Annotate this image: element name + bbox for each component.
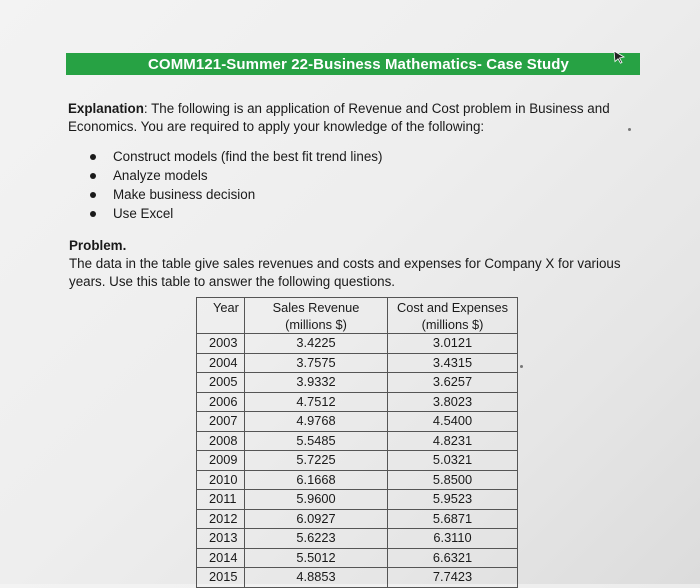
table-row xyxy=(197,490,518,510)
revenue-cost-table xyxy=(196,297,518,588)
table-header-row xyxy=(197,298,518,334)
revenue-cell: 6.0927 xyxy=(245,509,388,529)
table-row xyxy=(197,353,518,373)
table-row xyxy=(197,373,518,393)
problem-heading: Problem. xyxy=(69,238,127,253)
year-cell: 2006 xyxy=(197,392,245,412)
table-row xyxy=(197,392,518,412)
cost-cell: 5.9523 xyxy=(388,490,518,510)
revenue-cell: 5.6223 xyxy=(245,529,388,549)
year-cell: 2015 xyxy=(197,568,245,588)
year-cell: 2010 xyxy=(197,470,245,490)
table-row xyxy=(197,548,518,568)
cost-cell: 6.3110 xyxy=(388,529,518,549)
year-cell: 2005 xyxy=(197,373,245,393)
revenue-cell: 3.7575 xyxy=(245,353,388,373)
stray-mark xyxy=(520,365,523,368)
case-study-title-bar xyxy=(66,53,640,75)
revenue-cell: 5.9600 xyxy=(245,490,388,510)
table-row xyxy=(197,334,518,354)
table-row xyxy=(197,509,518,529)
bullet-text: Construct models (find the best fit trend lines) xyxy=(113,149,383,164)
revenue-cell: 4.8853 xyxy=(245,568,388,588)
table-row xyxy=(197,529,518,549)
revenue-cell: 5.5012 xyxy=(245,548,388,568)
bullet-dot-icon xyxy=(90,154,96,160)
revenue-cell: 5.5485 xyxy=(245,431,388,451)
year-cell: 2008 xyxy=(197,431,245,451)
cost-cell: 4.5400 xyxy=(388,412,518,432)
cost-cell: 3.0121 xyxy=(388,334,518,354)
revenue-cell: 5.7225 xyxy=(245,451,388,471)
explanation-label: Explanation xyxy=(68,101,144,116)
cost-cell: 7.7423 xyxy=(388,568,518,588)
revenue-cell: 4.9768 xyxy=(245,412,388,432)
table-row xyxy=(197,412,518,432)
table-row xyxy=(197,431,518,451)
table-row xyxy=(197,470,518,490)
list-item xyxy=(90,204,382,223)
table-row xyxy=(197,451,518,471)
list-item xyxy=(90,147,382,166)
column-header-sales-revenue: Sales Revenue (millions $) xyxy=(245,298,388,334)
year-cell: 2012 xyxy=(197,509,245,529)
year-cell: 2014 xyxy=(197,548,245,568)
cost-cell: 3.4315 xyxy=(388,353,518,373)
skills-bullet-list xyxy=(90,147,382,223)
bullet-dot-icon xyxy=(90,192,96,198)
stray-mark xyxy=(628,128,631,131)
cursor-icon xyxy=(612,50,626,64)
revenue-cell: 4.7512 xyxy=(245,392,388,412)
problem-text: The data in the table give sales revenues and costs and expenses for Company X for various years. Use this table to answer the following questions. xyxy=(69,256,621,289)
year-cell: 2013 xyxy=(197,529,245,549)
cost-cell: 3.8023 xyxy=(388,392,518,412)
year-cell: 2009 xyxy=(197,451,245,471)
cost-cell: 3.6257 xyxy=(388,373,518,393)
explanation-paragraph xyxy=(68,100,648,136)
table-row xyxy=(197,568,518,588)
cost-cell: 5.0321 xyxy=(388,451,518,471)
list-item xyxy=(90,185,382,204)
year-cell: 2004 xyxy=(197,353,245,373)
revenue-cell: 6.1668 xyxy=(245,470,388,490)
revenue-cell: 3.9332 xyxy=(245,373,388,393)
cost-cell: 6.6321 xyxy=(388,548,518,568)
year-cell: 2011 xyxy=(197,490,245,510)
page-title: COMM121-Summer 22-Business Mathematics- Case Study xyxy=(148,55,569,73)
bullet-text: Analyze models xyxy=(113,168,208,183)
explanation-text: : The following is an application of Revenue and Cost problem in Business and Economics. You are required to apply your knowledge of the following: xyxy=(68,101,610,134)
column-header-cost-expenses: Cost and Expenses (millions $) xyxy=(388,298,518,334)
bullet-dot-icon xyxy=(90,211,96,217)
year-cell: 2007 xyxy=(197,412,245,432)
column-header-year: Year xyxy=(197,298,245,334)
bullet-dot-icon xyxy=(90,173,96,179)
list-item xyxy=(90,166,382,185)
year-cell: 2003 xyxy=(197,334,245,354)
bullet-text: Make business decision xyxy=(113,187,256,202)
cost-cell: 5.8500 xyxy=(388,470,518,490)
bullet-text: Use Excel xyxy=(113,206,174,221)
cost-cell: 4.8231 xyxy=(388,431,518,451)
revenue-cell: 3.4225 xyxy=(245,334,388,354)
cost-cell: 5.6871 xyxy=(388,509,518,529)
table-body xyxy=(197,334,518,588)
